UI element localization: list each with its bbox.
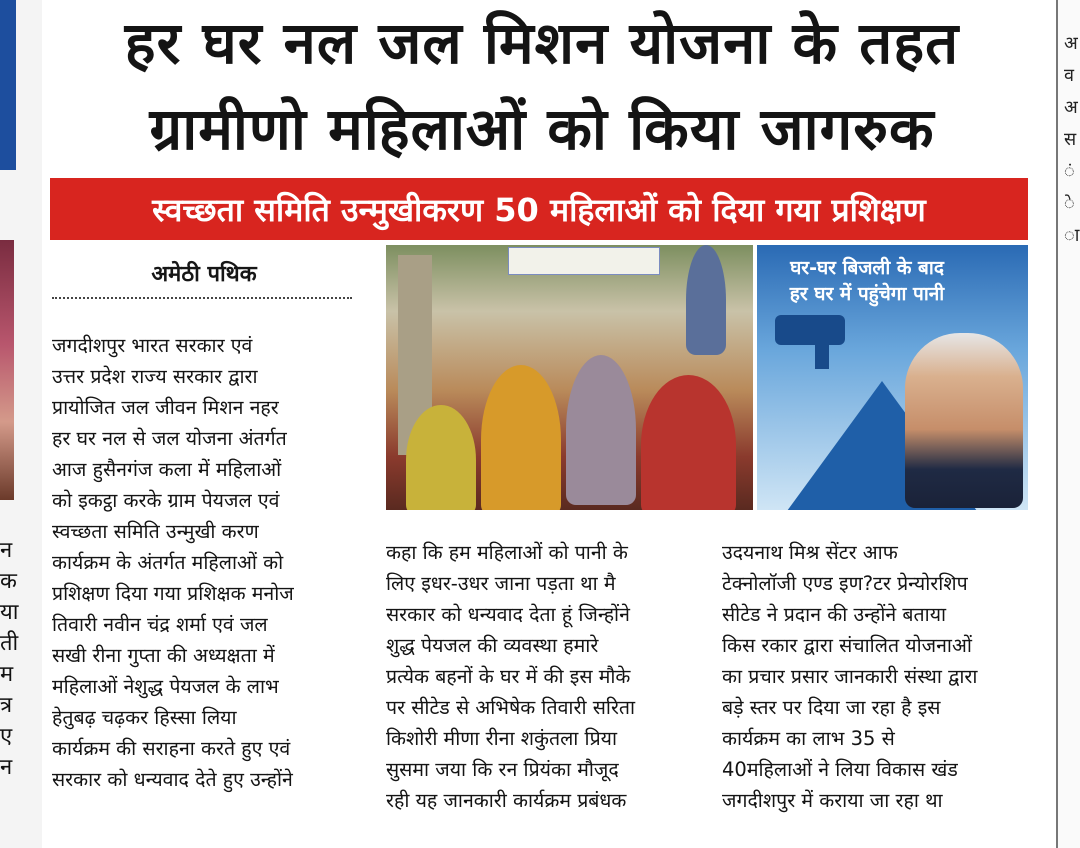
edge-char: न xyxy=(0,755,13,780)
edge-char: त्र xyxy=(0,693,13,718)
edge-char: ती xyxy=(0,631,19,656)
training-photo xyxy=(386,245,753,510)
article-line: आज हुसैनगंज कला में महिलाओं xyxy=(52,458,282,481)
edge-char: ा xyxy=(1064,225,1080,246)
article-line: जगदीशपुर भारत सरकार एवं xyxy=(52,334,253,357)
edge-char: क xyxy=(0,569,17,594)
article-line: सुसमा जया कि रन प्रियंका मौजूद xyxy=(386,758,619,781)
edge-char: े xyxy=(1064,193,1075,214)
article-line: 40महिलाओं ने लिया विकास खंड xyxy=(722,758,958,781)
poster-slogan-line-1: घर-घर बिजली के बाद xyxy=(790,257,944,279)
article-line: तिवारी नवीन चंद्र शर्मा एवं जल xyxy=(52,613,268,636)
article-line: किशोरी मीणा रीना शकुंतला प्रिया xyxy=(386,727,618,750)
photo-figure xyxy=(406,405,476,510)
article-line: उदयनाथ मिश्र सेंटर आफ xyxy=(722,541,898,564)
headline xyxy=(48,0,1036,172)
article-line: प्रत्येक बहनों के घर में की इस मौके xyxy=(386,665,631,688)
article-line: हेतुबढ़ चढ़कर हिस्सा लिया xyxy=(52,706,237,729)
article-line: महिलाओं नेशुद्ध पेयजल के लाभ xyxy=(52,675,279,698)
article-column-3 xyxy=(722,537,1026,816)
water-tap-icon xyxy=(775,315,845,345)
article-line: को इकट्ठा करके ग्राम पेयजल एवं xyxy=(52,489,280,512)
article-line: टेक्नोलॉजी एण्ड इण?टर प्रेन्योरशिप xyxy=(722,572,968,595)
edge-char: स xyxy=(1064,129,1077,150)
article-line: कार्यक्रम के अंतर्गत महिलाओं को xyxy=(52,551,284,574)
subheadline: स्वच्छता समिति उन्मुखीकरण 50 महिलाओं को दिया गया प्रशिक्षण xyxy=(152,190,926,229)
article-line: लिए इधर-उधर जाना पड़ता था मै xyxy=(386,572,616,595)
article-line: का प्रचार प्रसार जानकारी संस्था द्वारा xyxy=(722,665,978,688)
edge-char: या xyxy=(0,600,19,625)
article-line: किस रकार द्वारा संचालित योजनाओं xyxy=(722,634,972,657)
poster-slogan xyxy=(757,255,977,307)
left-blue-block xyxy=(0,0,16,170)
photo-figure xyxy=(641,375,736,510)
photo-figure xyxy=(566,355,636,505)
article-line: सीटेड ने प्रदान की उन्होंने बताया xyxy=(722,603,947,626)
article-column-2 xyxy=(386,537,690,816)
article-line: सखी रीना गुप्ता की अध्यक्षता में xyxy=(52,644,275,667)
adjacent-article-right xyxy=(1056,0,1080,848)
portrait xyxy=(905,333,1023,508)
article-line: कार्यक्रम का लाभ 35 से xyxy=(722,727,895,750)
edge-char: न xyxy=(0,538,13,563)
edge-char: व xyxy=(1064,65,1075,86)
campaign-poster xyxy=(757,245,1028,510)
article-line: कार्यक्रम की सराहना करते हुए एवं xyxy=(52,737,291,760)
water-tap-spout xyxy=(815,333,829,369)
edge-char: अ xyxy=(1064,97,1078,118)
poster-slogan-line-2: हर घर में पहुंचेगा पानी xyxy=(789,283,945,305)
right-edge-text xyxy=(1064,28,1079,252)
left-edge-text xyxy=(0,535,20,783)
photo-figure xyxy=(481,365,561,510)
article-line: पर सीटेड से अभिषेक तिवारी सरिता xyxy=(386,696,636,719)
byline-divider xyxy=(52,297,352,299)
article-line: शुद्ध पेयजल की व्यवस्था हमारे xyxy=(386,634,599,657)
article-line: रही यह जानकारी कार्यक्रम प्रबंधक xyxy=(386,789,627,812)
article-line: सरकार को धन्यवाद देता हूं जिन्होंने xyxy=(386,603,630,626)
byline: अमेठी पथिक xyxy=(151,262,257,287)
headline-line-2: ग्रामीणो महिलाओं को किया जागरुक xyxy=(149,95,935,163)
article-line: प्रायोजित जल जीवन मिशन नहर xyxy=(52,396,279,419)
photo-figure xyxy=(686,245,726,355)
left-photo-fragment xyxy=(0,240,14,500)
article-line: उत्तर प्रदेश राज्य सरकार द्वारा xyxy=(52,365,258,388)
edge-char: ए xyxy=(0,724,13,749)
article-line: स्वच्छता समिति उन्मुखी करण xyxy=(52,520,259,543)
subheadline-bar xyxy=(50,178,1028,240)
headline-line-1: हर घर नल जल मिशन योजना के तहत xyxy=(124,9,960,77)
article-line: हर घर नल से जल योजना अंतर्गत xyxy=(52,427,287,450)
article-line: प्रशिक्षण दिया गया प्रशिक्षक मनोज xyxy=(52,582,294,605)
photo-banner xyxy=(508,247,660,275)
article-column-1 xyxy=(52,330,352,795)
article-line: बड़े स्तर पर दिया जा रहा है इस xyxy=(722,696,941,719)
edge-char: अ xyxy=(1064,33,1078,54)
article-line: सरकार को धन्यवाद देते हुए उन्होंने xyxy=(52,768,293,791)
edge-char: म xyxy=(0,662,14,687)
article-line: कहा कि हम महिलाओं को पानी के xyxy=(386,541,628,564)
article-line: जगदीशपुर में कराया जा रहा था xyxy=(722,789,943,812)
edge-char: ं xyxy=(1064,161,1075,182)
adjacent-article-left xyxy=(0,0,42,848)
